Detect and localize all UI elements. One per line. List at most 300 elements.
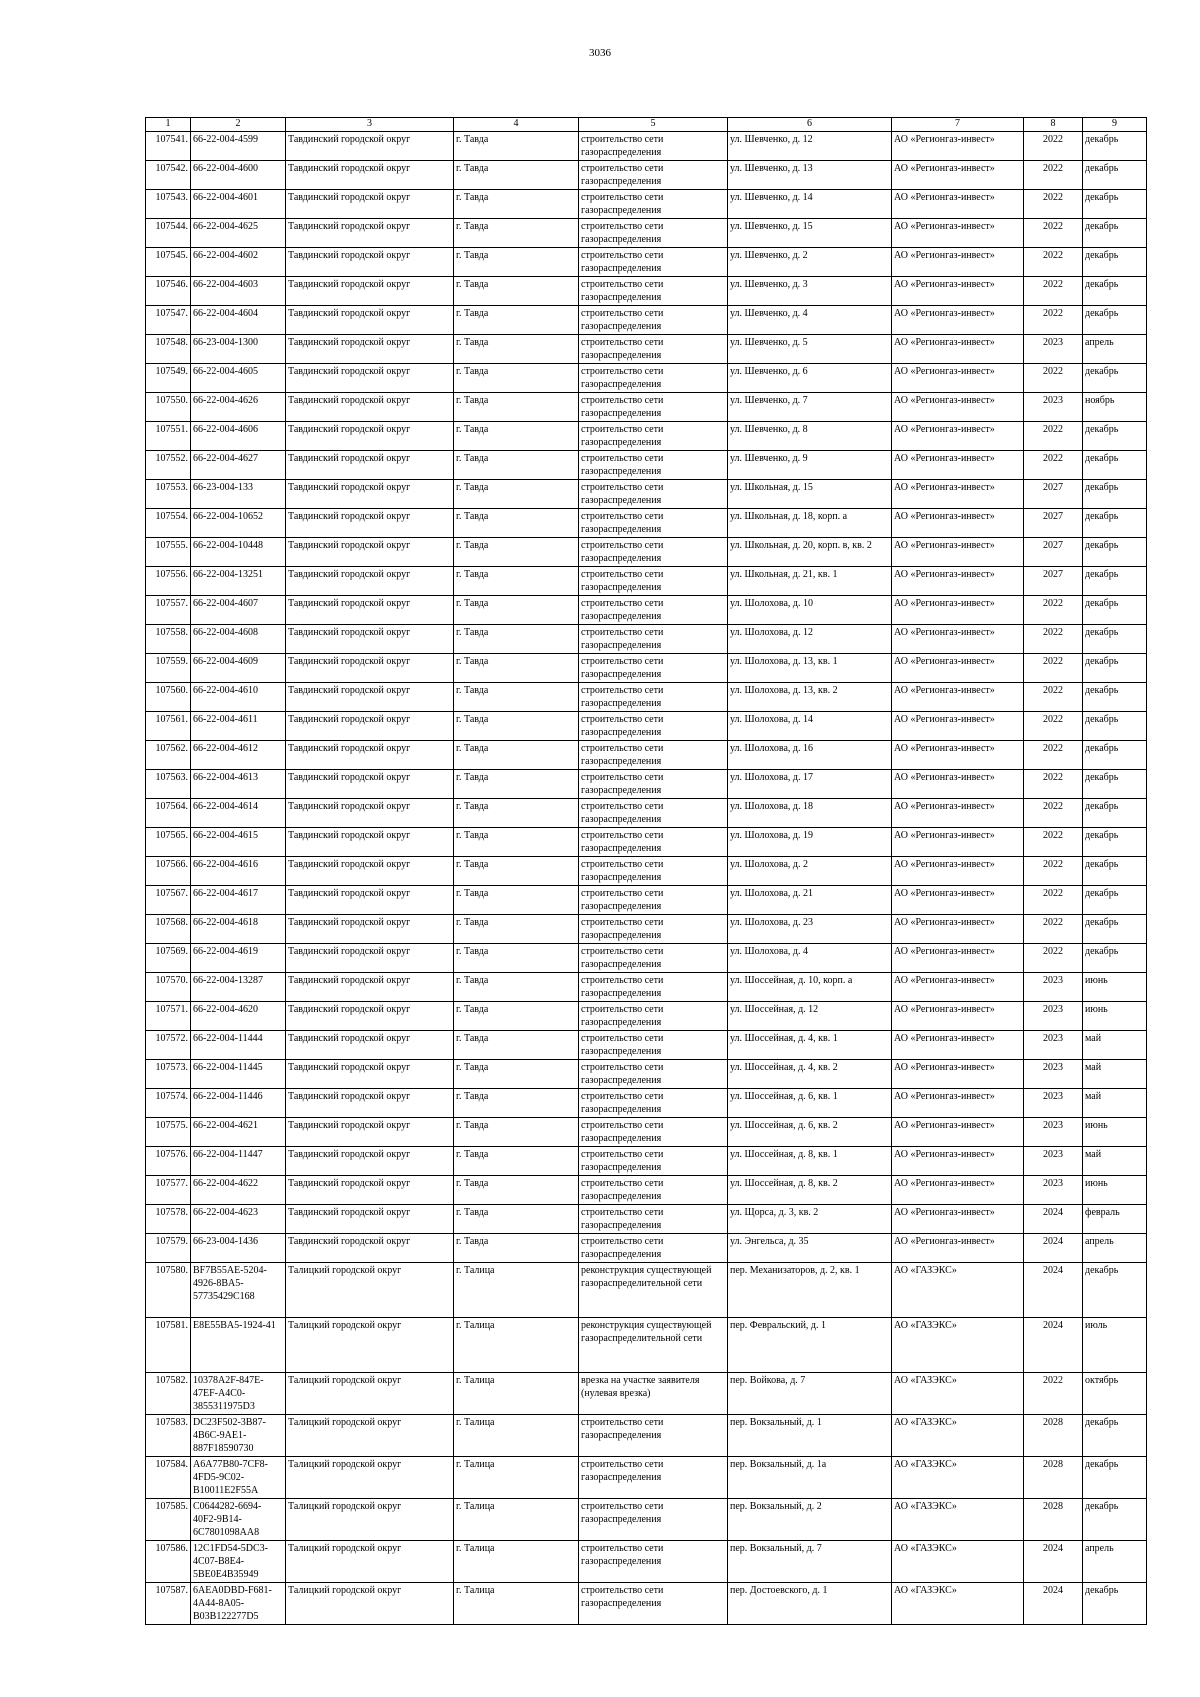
object-address: ул. Шоссейная, д. 10, корп. а: [728, 973, 892, 1002]
object-code: 66-22-004-4600: [191, 161, 286, 190]
table-row: [146, 335, 1147, 364]
planned-year: 2024: [1024, 1263, 1083, 1318]
locality-name: г. Тавда: [454, 393, 579, 422]
row-number: 107585.: [146, 1499, 191, 1541]
locality-name: г. Тавда: [454, 1031, 579, 1060]
planned-year: 2022: [1024, 1373, 1083, 1415]
planned-year: 2022: [1024, 654, 1083, 683]
planned-year: 2022: [1024, 828, 1083, 857]
planned-year: 2022: [1024, 306, 1083, 335]
row-number: 107552.: [146, 451, 191, 480]
district-name: Тавдинский городской округ: [286, 915, 454, 944]
locality-name: г. Тавда: [454, 451, 579, 480]
object-code: 66-23-004-1300: [191, 335, 286, 364]
row-number: 107586.: [146, 1541, 191, 1583]
object-code: 66-22-004-4619: [191, 944, 286, 973]
planned-year: 2022: [1024, 422, 1083, 451]
row-number: 107568.: [146, 915, 191, 944]
table-row: [146, 1205, 1147, 1234]
row-number: 107545.: [146, 248, 191, 277]
work-type: строительство сети газораспределения: [579, 944, 728, 973]
locality-name: г. Тавда: [454, 741, 579, 770]
organization-name: АО «Регионгаз-инвест»: [892, 770, 1024, 799]
table-row: [146, 1318, 1147, 1373]
object-code: 66-22-004-13251: [191, 567, 286, 596]
work-type: строительство сети газораспределения: [579, 596, 728, 625]
district-name: Тавдинский городской округ: [286, 190, 454, 219]
locality-name: г. Тавда: [454, 161, 579, 190]
locality-name: г. Тавда: [454, 712, 579, 741]
work-type: реконструкция существующей газораспределительной сети: [579, 1318, 728, 1373]
organization-name: АО «Регионгаз-инвест»: [892, 1176, 1024, 1205]
planned-year: 2022: [1024, 915, 1083, 944]
planned-month: декабрь: [1083, 770, 1147, 799]
table-row: [146, 364, 1147, 393]
table-row: [146, 1234, 1147, 1263]
organization-name: АО «Регионгаз-инвест»: [892, 1089, 1024, 1118]
object-code: 66-22-004-11446: [191, 1089, 286, 1118]
table-row: [146, 683, 1147, 712]
object-code: 66-22-004-11447: [191, 1147, 286, 1176]
work-type: строительство сети газораспределения: [579, 1415, 728, 1457]
object-code: 66-22-004-4611: [191, 712, 286, 741]
work-type: строительство сети газораспределения: [579, 567, 728, 596]
planned-year: 2022: [1024, 277, 1083, 306]
district-name: Талицкий городской округ: [286, 1318, 454, 1373]
object-address: ул. Шевченко, д. 9: [728, 451, 892, 480]
table-row: [146, 1002, 1147, 1031]
table-row: [146, 915, 1147, 944]
table-row: [146, 1541, 1147, 1583]
locality-name: г. Тавда: [454, 973, 579, 1002]
row-number: 107579.: [146, 1234, 191, 1263]
row-number: 107561.: [146, 712, 191, 741]
district-name: Тавдинский городской округ: [286, 422, 454, 451]
object-code: 66-22-004-4601: [191, 190, 286, 219]
organization-name: АО «Регионгаз-инвест»: [892, 335, 1024, 364]
table-row: [146, 712, 1147, 741]
object-address: ул. Школьная, д. 20, корп. в, кв. 2: [728, 538, 892, 567]
object-address: ул. Шолохова, д. 17: [728, 770, 892, 799]
work-type: строительство сети газораспределения: [579, 712, 728, 741]
locality-name: г. Тавда: [454, 422, 579, 451]
district-name: Тавдинский городской округ: [286, 364, 454, 393]
row-number: 107581.: [146, 1318, 191, 1373]
district-name: Тавдинский городской округ: [286, 944, 454, 973]
object-address: ул. Шолохова, д. 12: [728, 625, 892, 654]
table-row: [146, 480, 1147, 509]
planned-year: 2022: [1024, 161, 1083, 190]
object-address: ул. Шевченко, д. 12: [728, 132, 892, 161]
planned-year: 2027: [1024, 538, 1083, 567]
object-code: 66-22-004-4605: [191, 364, 286, 393]
object-code: 66-22-004-4613: [191, 770, 286, 799]
organization-name: АО «ГАЗЭКС»: [892, 1263, 1024, 1318]
locality-name: г. Тавда: [454, 1118, 579, 1147]
table-row: [146, 828, 1147, 857]
district-name: Тавдинский городской округ: [286, 451, 454, 480]
district-name: Тавдинский городской округ: [286, 480, 454, 509]
planned-year: 2024: [1024, 1541, 1083, 1583]
table-row: [146, 509, 1147, 538]
planned-year: 2023: [1024, 1118, 1083, 1147]
row-number: 107572.: [146, 1031, 191, 1060]
locality-name: г. Тавда: [454, 132, 579, 161]
planned-year: 2022: [1024, 248, 1083, 277]
work-type: строительство сети газораспределения: [579, 770, 728, 799]
planned-year: 2024: [1024, 1583, 1083, 1625]
locality-name: г. Тавда: [454, 567, 579, 596]
work-type: строительство сети газораспределения: [579, 161, 728, 190]
organization-name: АО «ГАЗЭКС»: [892, 1583, 1024, 1625]
planned-year: 2022: [1024, 799, 1083, 828]
planned-month: ноябрь: [1083, 393, 1147, 422]
row-number: 107576.: [146, 1147, 191, 1176]
object-address: ул. Шоссейная, д. 8, кв. 2: [728, 1176, 892, 1205]
planned-month: декабрь: [1083, 277, 1147, 306]
work-type: строительство сети газораспределения: [579, 1060, 728, 1089]
locality-name: г. Талица: [454, 1457, 579, 1499]
work-type: строительство сети газораспределения: [579, 1205, 728, 1234]
object-code: 6AEA0DBD-F681-4A44-8A05-B03B122277D5: [191, 1583, 286, 1625]
object-code: 10378A2F-847E-47EF-A4C0-3855311975D3: [191, 1373, 286, 1415]
row-number: 107562.: [146, 741, 191, 770]
planned-month: февраль: [1083, 1205, 1147, 1234]
row-number: 107565.: [146, 828, 191, 857]
planned-year: 2023: [1024, 1176, 1083, 1205]
work-type: строительство сети газораспределения: [579, 654, 728, 683]
object-address: ул. Шолохова, д. 13, кв. 1: [728, 654, 892, 683]
locality-name: г. Тавда: [454, 335, 579, 364]
object-address: пер. Вокзальный, д. 7: [728, 1541, 892, 1583]
planned-month: октябрь: [1083, 1373, 1147, 1415]
table-row: [146, 973, 1147, 1002]
planned-year: 2022: [1024, 683, 1083, 712]
table-row: [146, 277, 1147, 306]
column-header: 4: [454, 118, 579, 132]
object-address: ул. Шолохова, д. 21: [728, 886, 892, 915]
work-type: строительство сети газораспределения: [579, 190, 728, 219]
locality-name: г. Тавда: [454, 1176, 579, 1205]
planned-year: 2027: [1024, 567, 1083, 596]
district-name: Талицкий городской округ: [286, 1457, 454, 1499]
object-address: ул. Шолохова, д. 4: [728, 944, 892, 973]
table-row: [146, 1583, 1147, 1625]
object-address: ул. Шолохова, д. 10: [728, 596, 892, 625]
object-address: пер. Механизаторов, д. 2, кв. 1: [728, 1263, 892, 1318]
object-address: ул. Шоссейная, д. 6, кв. 1: [728, 1089, 892, 1118]
locality-name: г. Талица: [454, 1583, 579, 1625]
work-type: строительство сети газораспределения: [579, 1002, 728, 1031]
object-address: ул. Шоссейная, д. 6, кв. 2: [728, 1118, 892, 1147]
work-type: строительство сети газораспределения: [579, 1234, 728, 1263]
row-number: 107556.: [146, 567, 191, 596]
district-name: Тавдинский городской округ: [286, 277, 454, 306]
planned-year: 2027: [1024, 480, 1083, 509]
row-number: 107563.: [146, 770, 191, 799]
object-address: ул. Шоссейная, д. 8, кв. 1: [728, 1147, 892, 1176]
district-name: Тавдинский городской округ: [286, 799, 454, 828]
object-address: ул. Шевченко, д. 4: [728, 306, 892, 335]
object-code: 66-22-004-4599: [191, 132, 286, 161]
planned-month: декабрь: [1083, 219, 1147, 248]
district-name: Тавдинский городской округ: [286, 683, 454, 712]
work-type: строительство сети газораспределения: [579, 1089, 728, 1118]
object-code: 12C1FD54-5DC3-4C07-B8E4-5BE0E4B35949: [191, 1541, 286, 1583]
work-type: строительство сети газораспределения: [579, 393, 728, 422]
column-header: 8: [1024, 118, 1083, 132]
work-type: строительство сети газораспределения: [579, 828, 728, 857]
table-row: [146, 1089, 1147, 1118]
locality-name: г. Тавда: [454, 1205, 579, 1234]
locality-name: г. Тавда: [454, 625, 579, 654]
object-code: 66-22-004-4609: [191, 654, 286, 683]
organization-name: АО «ГАЗЭКС»: [892, 1457, 1024, 1499]
organization-name: АО «Регионгаз-инвест»: [892, 422, 1024, 451]
object-code: 66-22-004-11444: [191, 1031, 286, 1060]
object-address: ул. Шевченко, д. 7: [728, 393, 892, 422]
district-name: Тавдинский городской округ: [286, 335, 454, 364]
district-name: Тавдинский городской округ: [286, 1147, 454, 1176]
locality-name: г. Тавда: [454, 799, 579, 828]
organization-name: АО «ГАЗЭКС»: [892, 1373, 1024, 1415]
table-row: [146, 944, 1147, 973]
district-name: Тавдинский городской округ: [286, 1089, 454, 1118]
organization-name: АО «Регионгаз-инвест»: [892, 1118, 1024, 1147]
work-type: строительство сети газораспределения: [579, 625, 728, 654]
planned-year: 2028: [1024, 1415, 1083, 1457]
organization-name: АО «Регионгаз-инвест»: [892, 596, 1024, 625]
object-code: 66-22-004-11445: [191, 1060, 286, 1089]
row-number: 107553.: [146, 480, 191, 509]
work-type: строительство сети газораспределения: [579, 335, 728, 364]
district-name: Тавдинский городской округ: [286, 132, 454, 161]
object-address: ул. Школьная, д. 18, корп. а: [728, 509, 892, 538]
work-type: строительство сети газораспределения: [579, 1031, 728, 1060]
planned-month: апрель: [1083, 1234, 1147, 1263]
planned-month: декабрь: [1083, 828, 1147, 857]
work-type: строительство сети газораспределения: [579, 1541, 728, 1583]
table-row: [146, 799, 1147, 828]
planned-month: июнь: [1083, 1002, 1147, 1031]
district-name: Талицкий городской округ: [286, 1263, 454, 1318]
organization-name: АО «Регионгаз-инвест»: [892, 1060, 1024, 1089]
work-type: строительство сети газораспределения: [579, 306, 728, 335]
locality-name: г. Тавда: [454, 1002, 579, 1031]
object-address: пер. Вокзальный, д. 1: [728, 1415, 892, 1457]
row-number: 107546.: [146, 277, 191, 306]
work-type: строительство сети газораспределения: [579, 509, 728, 538]
work-type: реконструкция существующей газораспределительной сети: [579, 1263, 728, 1318]
object-address: ул. Шолохова, д. 14: [728, 712, 892, 741]
work-type: строительство сети газораспределения: [579, 422, 728, 451]
object-address: ул. Шевченко, д. 5: [728, 335, 892, 364]
table-row: [146, 596, 1147, 625]
locality-name: г. Тавда: [454, 509, 579, 538]
work-type: строительство сети газораспределения: [579, 1457, 728, 1499]
organization-name: АО «Регионгаз-инвест»: [892, 1002, 1024, 1031]
planned-year: 2022: [1024, 596, 1083, 625]
organization-name: АО «Регионгаз-инвест»: [892, 277, 1024, 306]
planned-year: 2023: [1024, 393, 1083, 422]
column-header: 6: [728, 118, 892, 132]
planned-month: декабрь: [1083, 596, 1147, 625]
row-number: 107554.: [146, 509, 191, 538]
planned-year: 2023: [1024, 335, 1083, 364]
object-address: пер. Войкова, д. 7: [728, 1373, 892, 1415]
row-number: 107573.: [146, 1060, 191, 1089]
organization-name: АО «Регионгаз-инвест»: [892, 1205, 1024, 1234]
table-row: [146, 1499, 1147, 1541]
object-code: 66-22-004-4603: [191, 277, 286, 306]
object-address: ул. Шоссейная, д. 4, кв. 2: [728, 1060, 892, 1089]
district-name: Тавдинский городской округ: [286, 1118, 454, 1147]
planned-month: декабрь: [1083, 567, 1147, 596]
district-name: Тавдинский городской округ: [286, 393, 454, 422]
object-code: 66-22-004-4612: [191, 741, 286, 770]
object-address: ул. Энгельса, д. 35: [728, 1234, 892, 1263]
planned-year: 2027: [1024, 509, 1083, 538]
object-address: ул. Школьная, д. 21, кв. 1: [728, 567, 892, 596]
object-code: 66-22-004-4620: [191, 1002, 286, 1031]
column-header: 2: [191, 118, 286, 132]
organization-name: АО «Регионгаз-инвест»: [892, 248, 1024, 277]
table-row: [146, 1176, 1147, 1205]
row-number: 107570.: [146, 973, 191, 1002]
planned-month: декабрь: [1083, 1583, 1147, 1625]
work-type: строительство сети газораспределения: [579, 973, 728, 1002]
table-row: [146, 451, 1147, 480]
locality-name: г. Тавда: [454, 1147, 579, 1176]
organization-name: АО «Регионгаз-инвест»: [892, 1234, 1024, 1263]
object-code: 66-22-004-4627: [191, 451, 286, 480]
district-name: Тавдинский городской округ: [286, 857, 454, 886]
organization-name: АО «Регионгаз-инвест»: [892, 944, 1024, 973]
object-code: 66-22-004-4617: [191, 886, 286, 915]
work-type: строительство сети газораспределения: [579, 277, 728, 306]
object-code: 66-22-004-4614: [191, 799, 286, 828]
locality-name: г. Тавда: [454, 857, 579, 886]
row-number: 107555.: [146, 538, 191, 567]
organization-name: АО «ГАЗЭКС»: [892, 1318, 1024, 1373]
locality-name: г. Тавда: [454, 654, 579, 683]
row-number: 107548.: [146, 335, 191, 364]
row-number: 107583.: [146, 1415, 191, 1457]
district-name: Тавдинский городской округ: [286, 770, 454, 799]
district-name: Тавдинский городской округ: [286, 625, 454, 654]
object-address: ул. Щорса, д. 3, кв. 2: [728, 1205, 892, 1234]
planned-month: декабрь: [1083, 683, 1147, 712]
table-row: [146, 857, 1147, 886]
district-name: Тавдинский городской округ: [286, 1060, 454, 1089]
district-name: Тавдинский городской округ: [286, 161, 454, 190]
locality-name: г. Талица: [454, 1499, 579, 1541]
object-address: ул. Шолохова, д. 19: [728, 828, 892, 857]
organization-name: АО «Регионгаз-инвест»: [892, 364, 1024, 393]
object-address: ул. Шевченко, д. 2: [728, 248, 892, 277]
district-name: Тавдинский городской округ: [286, 712, 454, 741]
column-header: 5: [579, 118, 728, 132]
row-number: 107549.: [146, 364, 191, 393]
district-name: Талицкий городской округ: [286, 1373, 454, 1415]
organization-name: АО «Регионгаз-инвест»: [892, 538, 1024, 567]
object-address: ул. Шоссейная, д. 12: [728, 1002, 892, 1031]
column-number-row: [146, 118, 1147, 132]
planned-year: 2022: [1024, 886, 1083, 915]
planned-month: декабрь: [1083, 799, 1147, 828]
object-code: 66-22-004-4607: [191, 596, 286, 625]
work-type: строительство сети газораспределения: [579, 1176, 728, 1205]
object-code: 66-22-004-4618: [191, 915, 286, 944]
planned-month: май: [1083, 1089, 1147, 1118]
planned-month: декабрь: [1083, 248, 1147, 277]
locality-name: г. Тавда: [454, 886, 579, 915]
row-number: 107587.: [146, 1583, 191, 1625]
locality-name: г. Тавда: [454, 364, 579, 393]
planned-month: декабрь: [1083, 944, 1147, 973]
planned-year: 2022: [1024, 625, 1083, 654]
table-row: [146, 422, 1147, 451]
planned-month: июнь: [1083, 973, 1147, 1002]
locality-name: г. Тавда: [454, 683, 579, 712]
district-name: Тавдинский городской округ: [286, 973, 454, 1002]
row-number: 107550.: [146, 393, 191, 422]
planned-month: декабрь: [1083, 364, 1147, 393]
registry-body: [146, 132, 1147, 1625]
planned-month: май: [1083, 1147, 1147, 1176]
organization-name: АО «Регионгаз-инвест»: [892, 712, 1024, 741]
row-number: 107543.: [146, 190, 191, 219]
work-type: строительство сети газораспределения: [579, 1118, 728, 1147]
object-code: 66-22-004-4621: [191, 1118, 286, 1147]
work-type: врезка на участке заявителя (нулевая врезка): [579, 1373, 728, 1415]
row-number: 107580.: [146, 1263, 191, 1318]
district-name: Тавдинский городской округ: [286, 1234, 454, 1263]
row-number: 107557.: [146, 596, 191, 625]
work-type: строительство сети газораспределения: [579, 451, 728, 480]
row-number: 107569.: [146, 944, 191, 973]
planned-year: 2022: [1024, 364, 1083, 393]
object-address: ул. Шевченко, д. 15: [728, 219, 892, 248]
row-number: 107541.: [146, 132, 191, 161]
table-row: [146, 1373, 1147, 1415]
planned-year: 2022: [1024, 770, 1083, 799]
object-address: ул. Шолохова, д. 2: [728, 857, 892, 886]
object-code: 66-22-004-13287: [191, 973, 286, 1002]
locality-name: г. Тавда: [454, 596, 579, 625]
row-number: 107582.: [146, 1373, 191, 1415]
planned-month: декабрь: [1083, 538, 1147, 567]
planned-month: апрель: [1083, 1541, 1147, 1583]
column-header: 1: [146, 118, 191, 132]
organization-name: АО «Регионгаз-инвест»: [892, 857, 1024, 886]
row-number: 107547.: [146, 306, 191, 335]
work-type: строительство сети газораспределения: [579, 248, 728, 277]
table-row: [146, 886, 1147, 915]
planned-month: май: [1083, 1060, 1147, 1089]
organization-name: АО «Регионгаз-инвест»: [892, 799, 1024, 828]
page-number: 3036: [589, 47, 611, 59]
row-number: 107566.: [146, 857, 191, 886]
planned-month: декабрь: [1083, 915, 1147, 944]
organization-name: АО «Регионгаз-инвест»: [892, 132, 1024, 161]
table-row: [146, 190, 1147, 219]
district-name: Тавдинский городской округ: [286, 509, 454, 538]
object-code: E8E55BA5-1924-41: [191, 1318, 286, 1373]
locality-name: г. Тавда: [454, 306, 579, 335]
planned-month: декабрь: [1083, 480, 1147, 509]
district-name: Талицкий городской округ: [286, 1583, 454, 1625]
